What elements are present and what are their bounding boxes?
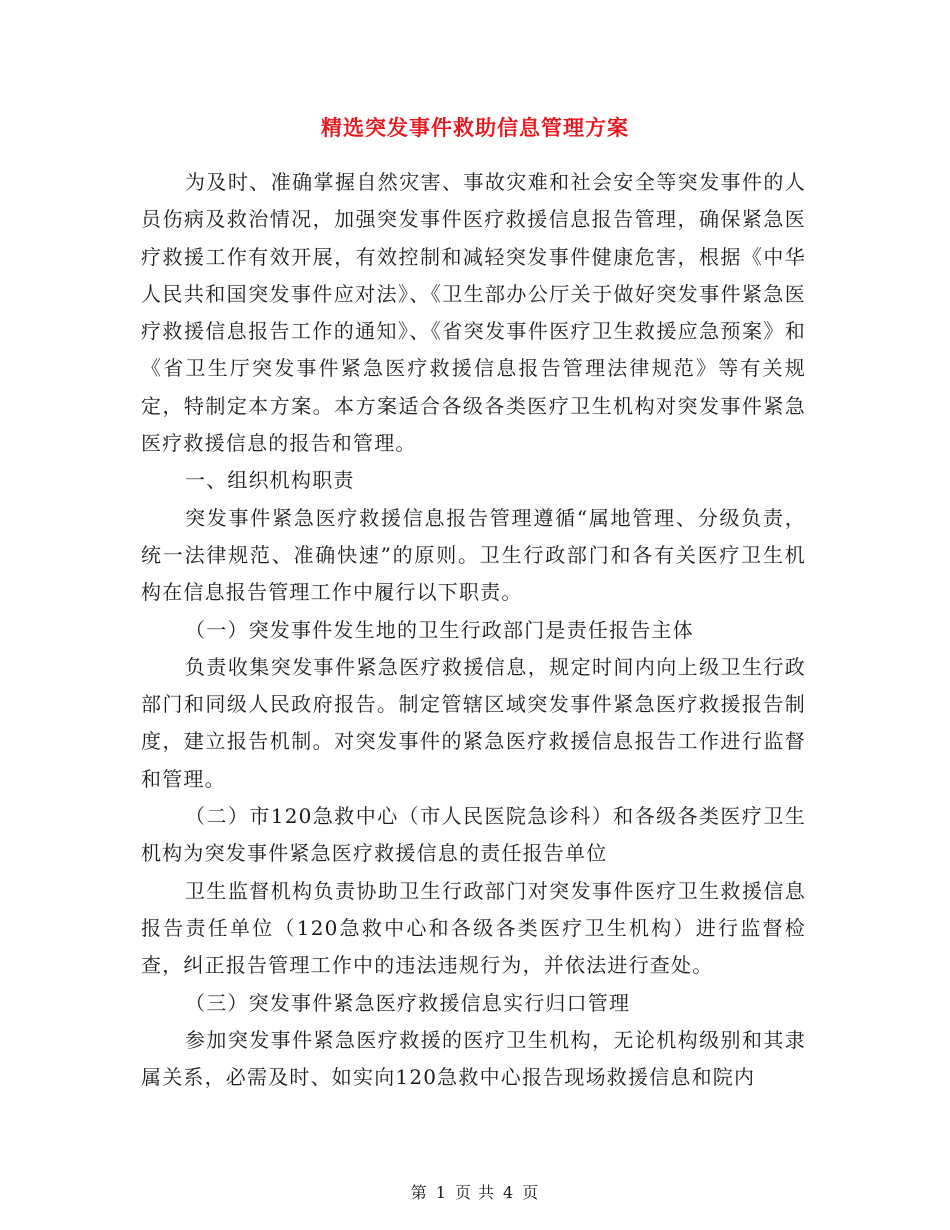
subsection-heading-2: （二）市120急救中心（市人民医院急诊科）和各级各类医疗卫生机构为突发事件紧急医疗救援信息的责任报告单位 bbox=[141, 804, 806, 866]
document-title: 精选突发事件救助信息管理方案 bbox=[321, 116, 629, 140]
page-footer bbox=[0, 1180, 950, 1203]
footer-total-pages: 4 bbox=[503, 1183, 515, 1202]
paragraph-intro: 为及时、准确掌握自然灾害、事故灾难和社会安全等突发事件的人员伤病及救治情况，加强突发事件医疗救援信息报告管理，确保紧急医疗救援工作有效开展，有效控制和减轻突发事件健康危害，根据《中华人民共和国突发事件应对法》、《卫生部办公厅关于做好突发事件紧急医疗救援信息报告工作的通知》、《省突发事件医疗卫生救援应急预案》和《省卫生厅突发事件紧急医疗救援信息报告管理法律规范》等有关规定，特制定本方案。本方案适合各级各类医疗卫生机构对突发事件紧急医疗救援信息的报告和管理。 bbox=[141, 170, 806, 456]
paragraph-supervision-duties: 卫生监督机构负责协助卫生行政部门对突发事件医疗卫生救援信息报告责任单位（120急救中心和各级各类医疗卫生机构）进行监督检查，纠正报告管理工作中的违法违规行为，并依法进行查处。 bbox=[141, 878, 806, 978]
document-body bbox=[141, 164, 806, 1096]
footer-prefix: 第 bbox=[410, 1183, 428, 1202]
footer-middle: 页 共 bbox=[454, 1183, 496, 1202]
subsection-heading-1: （一）突发事件发生地的卫生行政部门是责任报告主体 bbox=[185, 617, 694, 642]
paragraph-centralized-management: 参加突发事件紧急医疗救援的医疗卫生机构，无论机构级别和其隶属关系，必需及时、如实向120急救中心报告现场救援信息和院内 bbox=[141, 1027, 806, 1090]
paragraph-principles: 突发事件紧急医疗救援信息报告管理遵循“属地管理、分级负责，统一法律规范、准确快速”的原则。卫生行政部门和各有关医疗卫生机构在信息报告管理工作中履行以下职责。 bbox=[141, 505, 806, 605]
footer-suffix: 页 bbox=[522, 1183, 540, 1202]
section-heading-1: 一、组织机构职责 bbox=[185, 468, 355, 493]
paragraph-health-dept-duties: 负责收集突发事件紧急医疗救援信息，规定时间内向上级卫生行政部门和同级人民政府报告。制定管辖区域突发事件紧急医疗救援报告制度，建立报告机制。对突发事件的紧急医疗救援信息报告工作进行监督和管理。 bbox=[141, 654, 806, 791]
footer-page-number: 1 bbox=[435, 1183, 447, 1202]
subsection-heading-3: （三）突发事件紧急医疗救援信息实行归口管理 bbox=[185, 990, 631, 1015]
